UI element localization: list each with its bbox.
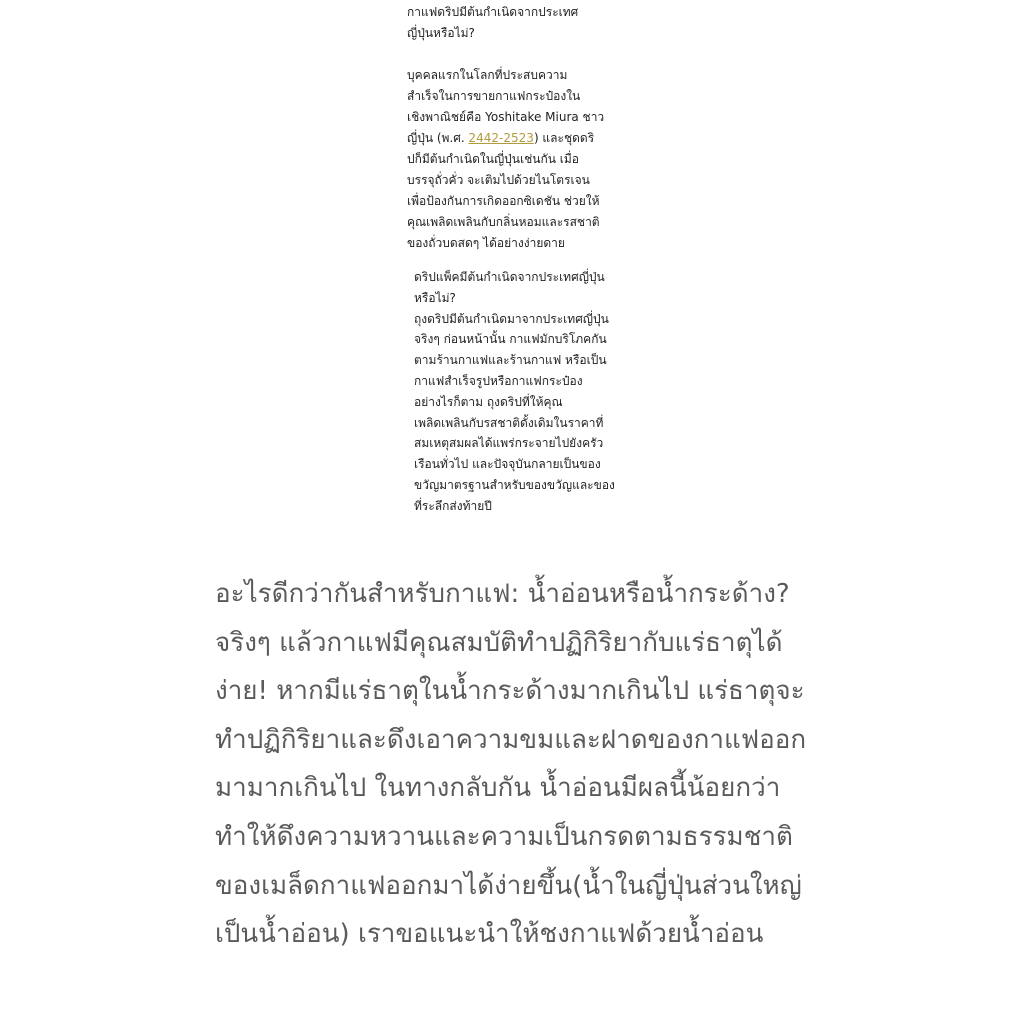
intro-answer-line: สำเร็จในการขายกาแฟกระป๋องใน [407, 89, 581, 103]
paragraph-spacer [407, 44, 637, 65]
drip-bag-line: ถุงดริปมีต้นกำเนิดมาจากประเทศญี่ปุ่น [414, 311, 609, 326]
drip-bag-line: หรือไม่? [414, 290, 456, 305]
intro-question-line: กาแฟดริปมีต้นกำเนิดจากประเทศ [407, 5, 579, 19]
drip-bag-line: อย่างไรก็ตาม ถุงดริปที่ให้คุณ [414, 394, 563, 409]
intro-answer-suffix: ) และชุดดริ [533, 131, 595, 145]
drip-bag-line: กาแฟสำเร็จรูปหรือกาแฟกระป๋อง [414, 373, 583, 388]
date-range-link[interactable]: 2442-2523 [468, 131, 534, 145]
water-line: ทำปฏิกิริยาและดึงเอาความขมและฝาดของกาแฟออก [215, 724, 807, 755]
drip-bag-line: ที่ระลึกส่งท้ายปี [414, 498, 492, 513]
intro-answer-line: บุคคลแรกในโลกที่ประสบความ [407, 68, 568, 82]
water-line: จริงๆ แล้วกาแฟมีคุณสมบัติทำปฏิกิริยากับแร่ธาตุได้ [215, 627, 783, 658]
drip-bag-section [414, 267, 644, 517]
intro-answer-line: คุณเพลิดเพลินกับกลิ่นหอมและรสชาติ [407, 215, 600, 229]
intro-answer-line: เพื่อป้องกันการเกิดออกซิเดชัน ช่วยให้ [407, 194, 600, 208]
drip-bag-line: ขวัญมาตรฐานสำหรับของขวัญและของ [414, 477, 615, 492]
water-line: มามากเกินไป ในทางกลับกัน น้ำอ่อนมีผลนี้น้อยกว่า [215, 773, 781, 804]
intro-answer-line: เชิงพาณิชย์คือ Yoshitake Miura ชาว [407, 110, 605, 124]
intro-answer-line-with-link [407, 128, 637, 149]
water-section [215, 570, 815, 959]
water-line: ของเมล็ดกาแฟออกมาได้ง่ายขึ้น(น้ำในญี่ปุ่นส่วนใหญ่ [215, 870, 802, 901]
water-line: อะไรดีกว่ากันสำหรับกาแฟ: น้ำอ่อนหรือน้ำกระด้าง? [215, 579, 790, 609]
intro-section [407, 2, 637, 254]
drip-bag-line: ดริปแพ็คมีต้นกำเนิดจากประเทศญี่ปุ่น [414, 270, 605, 284]
drip-bag-line: ตามร้านกาแฟและร้านกาแฟ หรือเป็น [414, 353, 607, 368]
water-line: ง่าย! หากมีแร่ธาตุในน้ำกระด้างมากเกินไป แร่ธาตุจะ [215, 676, 805, 707]
intro-answer-prefix: ญี่ปุ่น (พ.ศ. [407, 131, 469, 145]
drip-bag-line: เพลิดเพลินกับรสชาติดั้งเดิมในราคาที่ [414, 415, 604, 430]
intro-answer-line: บรรจุถั่วคั่ว จะเติมไปด้วยไนโตรเจน [407, 173, 590, 187]
intro-question-line: ญี่ปุ่นหรือไม่? [407, 26, 475, 40]
water-line: เป็นน้ำอ่อน) เราขอแนะนำให้ชงกาแฟด้วยน้ำอ่อน [215, 919, 764, 950]
drip-bag-line: จริงๆ ก่อนหน้านั้น กาแฟมักบริโภคกัน [414, 332, 607, 347]
drip-bag-line: สมเหตุสมผลได้แพร่กระจายไปยังครัว [414, 436, 604, 451]
intro-answer-line: ของถั่วบดสดๆ ได้อย่างง่ายดาย [407, 236, 565, 250]
water-line: ทำให้ดึงความหวานและความเป็นกรดตามธรรมชาติ [215, 821, 793, 852]
drip-bag-line: เรือนทั่วไป และปัจจุบันกลายเป็นของ [414, 457, 601, 472]
intro-answer-line: ปก็มีต้นกำเนิดในญี่ปุ่นเช่นกัน เมื่อ [407, 152, 579, 166]
